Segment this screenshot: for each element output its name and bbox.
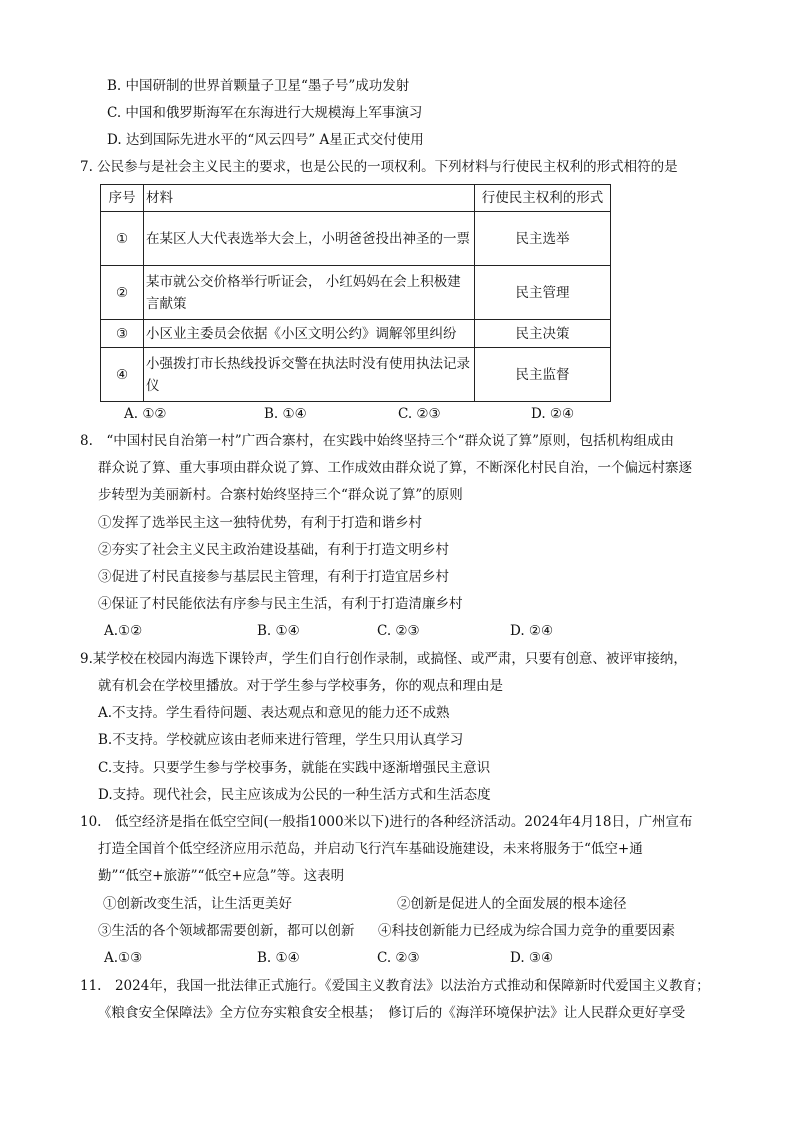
q8-item: ②夯实了社会主义民主政治建设基础，有利于打造文明乡村 (98, 542, 449, 558)
q8-item: ①发挥了选举民主这一独特优势，有利于打造和谐乡村 (98, 515, 422, 531)
q10-item: ④科技创新能力已经成为综合国力竞争的重要因素 (378, 923, 675, 939)
row-material: 在某区人大代表选举大会上，小明爸爸投出神圣的一票 (144, 212, 475, 266)
q6-option-d: D. 达到国际先进水平的“风云四号” A星正式交付使用 (107, 132, 424, 148)
q8-item: ④保证了村民能依法有序参与民主生活，有利于打造清廉乡村 (98, 596, 463, 612)
q9-option-d: D.支持。现代社会，民主应该成为公民的一种生活方式和生活态度 (98, 787, 491, 803)
q7-option-d: D. ②④ (531, 406, 575, 422)
q7-stem: 7. 公民参与是社会主义民主的要求，也是公民的一项权利。下列材料与行使民主权利的形式相符的是 (80, 159, 678, 175)
row-form: 民主决策 (475, 320, 611, 348)
q10-options (0, 948, 793, 968)
table-header-row (101, 185, 611, 212)
q7-option-b: B. ①④ (264, 406, 307, 422)
q9-option-a: A.不支持。学生看待问题、表达观点和意见的能力还不成熟 (98, 705, 450, 721)
row-form: 民主管理 (475, 266, 611, 320)
q10-option-b: B. ①④ (257, 950, 300, 966)
row-number: ③ (101, 320, 144, 348)
q7-option-c: C. ②③ (398, 406, 441, 422)
table-row (101, 266, 611, 320)
table-row (101, 212, 611, 266)
q6-option-c: C. 中国和俄罗斯海军在东海进行大规模海上军事演习 (107, 105, 423, 121)
q9-option-b: B.不支持。学校就应该由老师来进行管理，学生只用认真学习 (98, 732, 464, 748)
q10-option-c: C. ②③ (377, 950, 420, 966)
q8-option-b: B. ①④ (257, 623, 300, 639)
q8-item: ③促进了村民直接参与基层民主管理，有利于打造宜居乡村 (98, 569, 449, 585)
q10-option-a: A.①③ (104, 950, 143, 966)
q8-stem-line: 群众说了算、重大事项由群众说了算、工作成效由群众说了算，不断深化村民自治，一个偏远村寨逐 (98, 460, 692, 476)
q10-item: ②创新是促进人的全面发展的根本途径 (397, 896, 627, 912)
row-material: 小强拨打市长热线投诉交警在执法时没有使用执法记录仪 (144, 348, 475, 402)
table-row (101, 348, 611, 402)
header-number: 序号 (101, 185, 144, 212)
q10-option-d: D. ③④ (510, 950, 554, 966)
row-material: 某市就公交价格举行听证会， 小红妈妈在会上积极建言献策 (144, 266, 475, 320)
row-form: 民主选举 (475, 212, 611, 266)
q8-option-d: D. ②④ (510, 623, 554, 639)
q7-table (100, 184, 611, 402)
q10-stem-line: 10. 低空经济是指在低空空间(一般指1000米以下)进行的各种经济活动。2024年4月18日，广州宣布 (80, 814, 693, 830)
header-material: 材料 (144, 185, 475, 212)
q10-item: ③生活的各个领域都需要创新，都可以创新 (98, 923, 355, 939)
header-form: 行使民主权利的形式 (475, 185, 611, 212)
table-row (101, 320, 611, 348)
q11-stem-line: 《粮食安全保障法》全方位夯实粮食安全根基； 修订后的《海洋环境保护法》让人民群众更好享受 (98, 1005, 686, 1021)
row-form: 民主监督 (475, 348, 611, 402)
q11-stem-line: 11. 2024年，我国一批法律正式施行。《爱国主义教育法》以法治方式推动和保障新时代爱国主义教育； (80, 978, 710, 994)
q8-stem-line: 步转型为美丽新村。合寨村始终坚持三个“群众说了算”的原则 (98, 487, 463, 503)
row-material: 小区业主委员会依据《小区文明公约》调解邻里纠纷 (144, 320, 475, 348)
q10-stem-line: 打造全国首个低空经济应用示范岛，并启动飞行汽车基础设施建设，未来将服务于“低空+通 (98, 841, 643, 857)
q7-options (0, 404, 793, 424)
q8-option-c: C. ②③ (377, 623, 420, 639)
q8-options (0, 621, 793, 641)
q8-option-a: A.①② (104, 623, 143, 639)
row-number: ② (101, 266, 144, 320)
q10-item: ①创新改变生活，让生活更美好 (103, 896, 292, 912)
q6-option-b: B. 中国研制的世界首颗量子卫星“墨子号”成功发射 (107, 78, 410, 94)
q9-stem-line: 就有机会在学校里播放。对于学生参与学校事务，你的观点和理由是 (98, 678, 503, 694)
q8-stem-line: 8. “中国村民自治第一村”广西合寨村，在实践中始终坚持三个“群众说了算”原则，包括机构组成由 (80, 433, 674, 449)
q9-option-c: C.支持。只要学生参与学校事务，就能在实践中逐渐增强民主意识 (98, 760, 491, 776)
q7-option-a: A. ①② (124, 406, 167, 422)
row-number: ① (101, 212, 144, 266)
row-number: ④ (101, 348, 144, 402)
q9-stem-line: 9.某学校在校园内海选下课铃声，学生们自行创作录制，或搞怪、或严肃，只要有创意、被评审接纳， (80, 651, 687, 667)
q10-stem-line: 勤”“低空+旅游”“低空+应急”等。这表明 (98, 868, 345, 884)
